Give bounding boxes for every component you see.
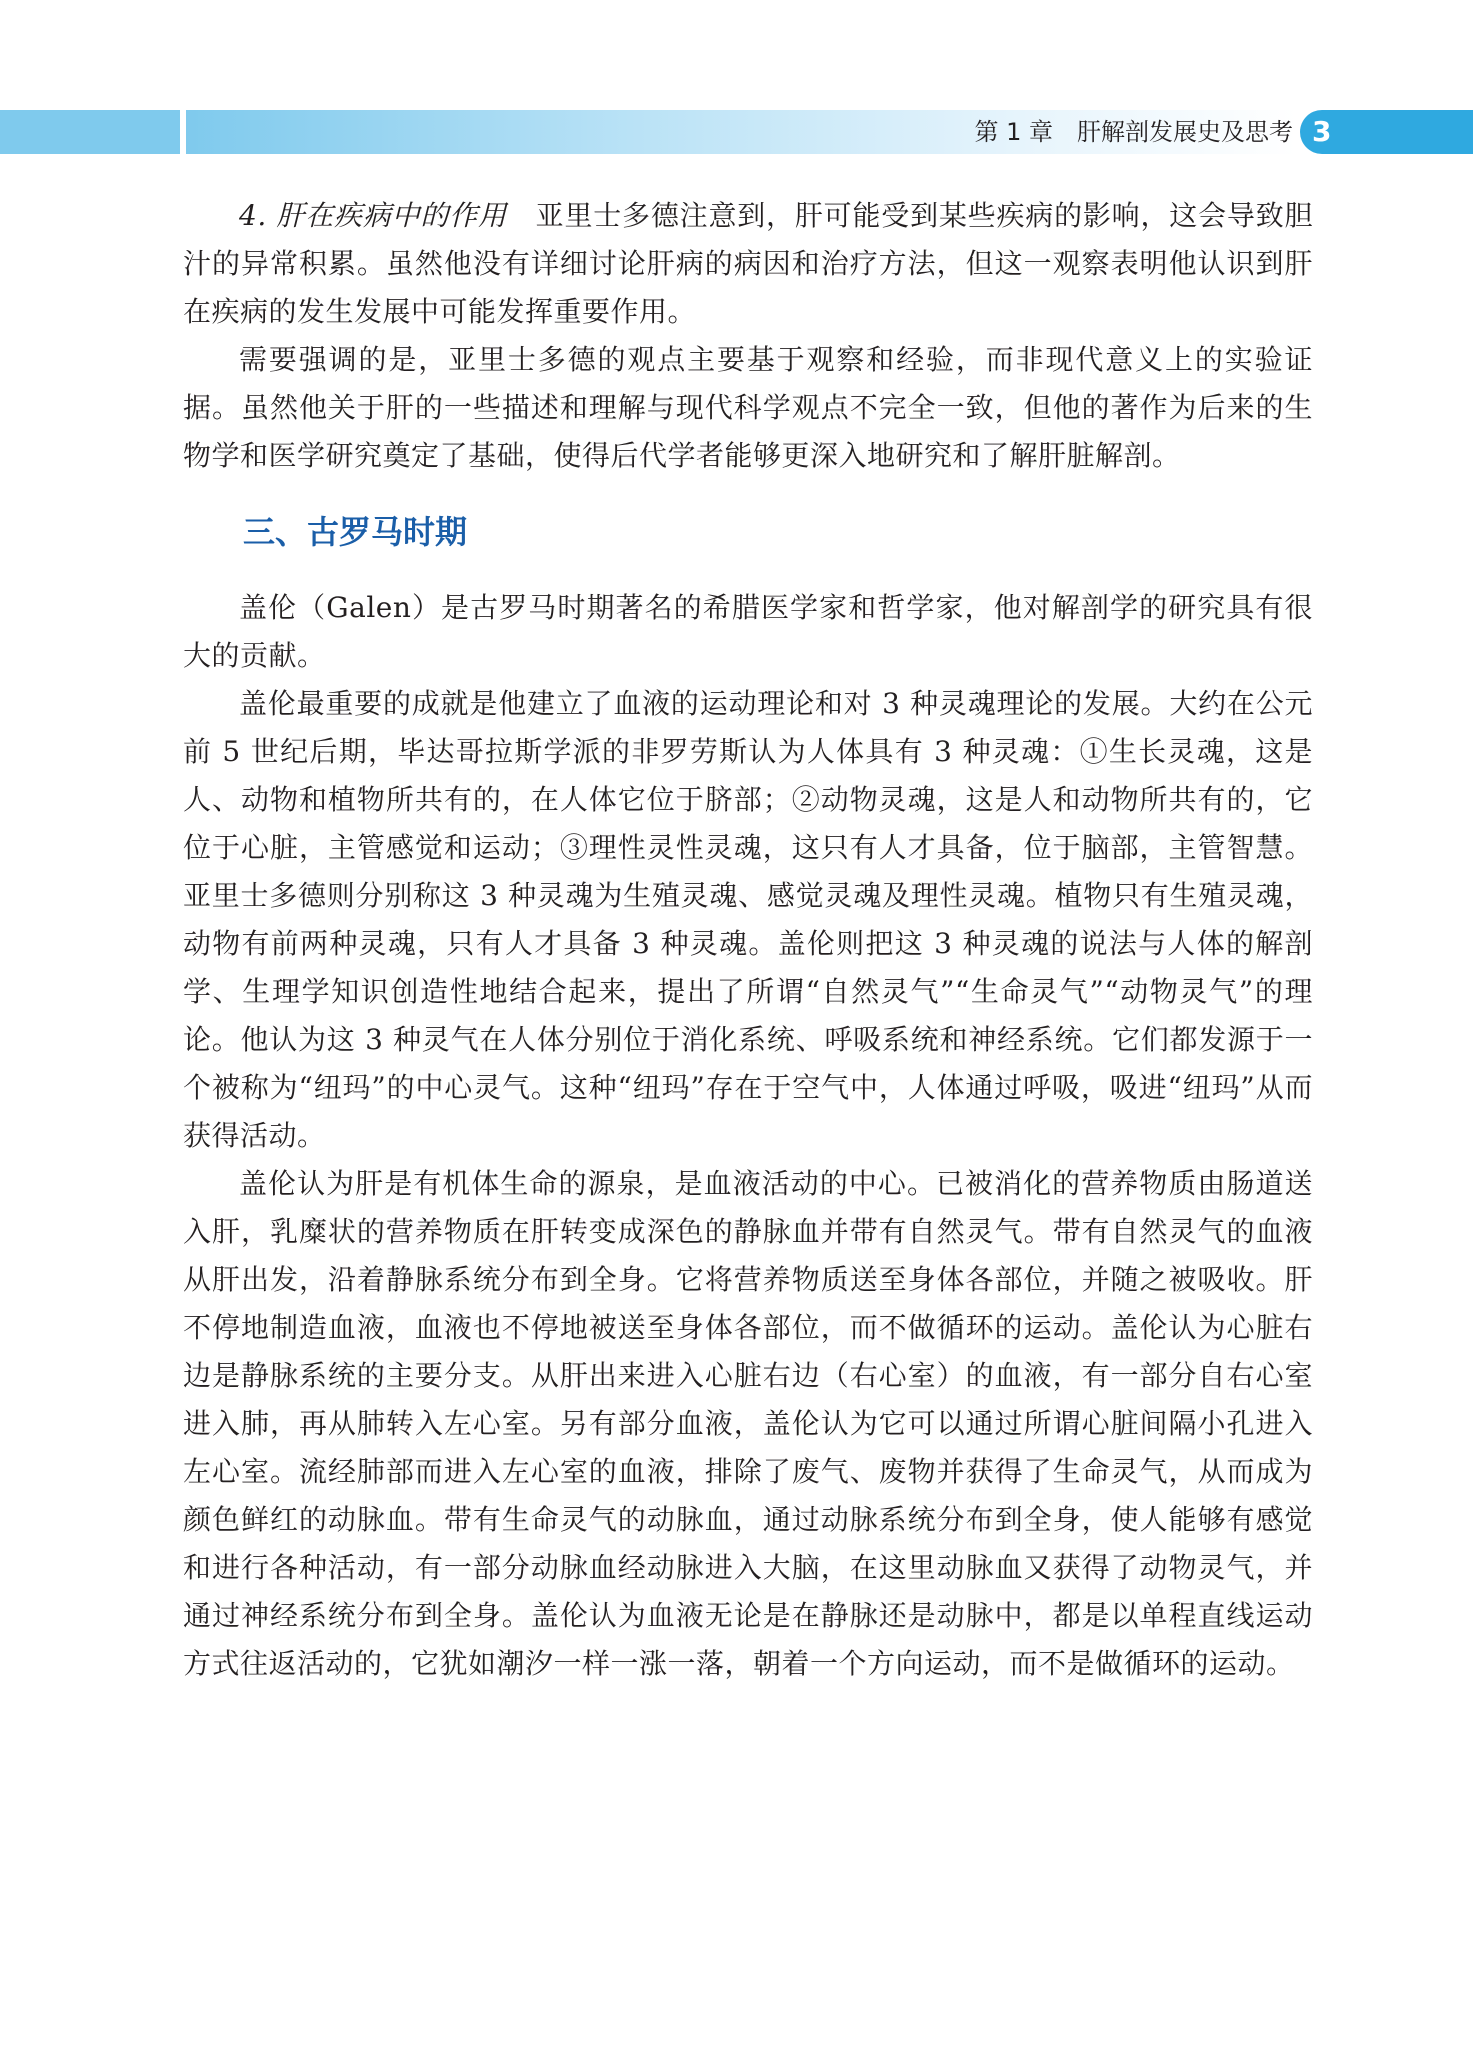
paragraph-galen-souls: 盖伦最重要的成就是他建立了血液的运动理论和对 3 种灵魂理论的发展。大约在公元前 5 世纪后期，毕达哥拉斯学派的非罗劳斯认为人体具有 3 种灵魂：①生长灵魂，这是人、动物和植物所共有的，在人体它位于脐部；②动物灵魂，这是人和动物所共有的，它位于心脏，主管感觉和运动；③理性灵性灵魂，这只有人才具备，位于脑部，主管智慧。亚里士多德则分别称这 3 种灵魂为生殖灵魂、感觉灵魂及理性灵魂。植物只有生殖灵魂，动物有前两种灵魂，只有人才具备 3 种灵魂。盖伦则把这 3 种灵魂的说法与人体的解剖学、生理学知识创造性地结合起来，提出了所谓“自然灵气”“生命灵气”“动物灵气”的理论。他认为这 3 种灵气在人体分别位于消化系统、呼吸系统和神经系统。它们都发源于一个被称为“纽玛”的中心灵气。这种“纽玛”存在于空气中，人体通过呼吸，吸进“纽玛”从而获得活动。 — [183, 687, 1313, 1152]
paragraph-liver-in-disease — [183, 192, 1313, 336]
chapter-label: 第 1 章 肝解剖发展史及思考 — [974, 118, 1293, 146]
subsection-term: 4. 肝在疾病中的作用 — [239, 199, 507, 232]
page-body — [183, 192, 1313, 1688]
section-heading: 三、古罗马时期 — [243, 513, 468, 551]
paragraph-galen-liver: 盖伦认为肝是有机体生命的源泉，是血液活动的中心。已被消化的营养物质由肠道送入肝，乳糜状的营养物质在肝转变成深色的静脉血并带有自然灵气。带有自然灵气的血液从肝出发，沿着静脉系统分布到全身。它将营养物质送至身体各部位，并随之被吸收。肝不停地制造血液，血液也不停地被送至身体各部位，而不做循环的运动。盖伦认为心脏右边是静脉系统的主要分支。从肝出来进入心脏右边（右心室）的血液，有一部分自右心室进入肺，再从肺转入左心室。另有部分血液，盖伦认为它可以通过所谓心脏间隔小孔进入左心室。流经肺部而进入左心室的血液，排除了废气、废物并获得了生命灵气，从而成为颜色鲜红的动脉血。带有生命灵气的动脉血，通过动脉系统分布到全身，使人能够有感觉和进行各种活动，有一部分动脉血经动脉进入大脑，在这里动脉血又获得了动物灵气，并通过神经系统分布到全身。盖伦认为血液无论是在静脉还是动脉中，都是以单程直线运动方式往返活动的，它犹如潮汐一样一涨一落，朝着一个方向运动，而不是做循环的运动。 — [183, 1167, 1313, 1680]
paragraph-text: 亚里士多德注意到，肝可能受到某些疾病的影响，这会导致胆汁的异常积累。虽然他没有详细讨论肝病的病因和治疗方法，但这一观察表明他认识到肝在疾病的发生发展中可能发挥重要作用。 — [183, 199, 1313, 328]
running-header — [0, 110, 1473, 154]
page-number: 3 — [1312, 115, 1332, 148]
paragraph-emphasis: 需要强调的是，亚里士多德的观点主要基于观察和经验，而非现代意义上的实验证据。虽然他关于肝的一些描述和理解与现代科学观点不完全一致，但他的著作为后来的生物学和医学研究奠定了基础，使得后代学者能够更深入地研究和了解肝脏解剖。 — [183, 343, 1313, 472]
paragraph-galen-intro: 盖伦（Galen）是古罗马时期著名的希腊医学家和哲学家，他对解剖学的研究具有很大的贡献。 — [183, 591, 1313, 672]
header-color-block — [0, 110, 180, 154]
